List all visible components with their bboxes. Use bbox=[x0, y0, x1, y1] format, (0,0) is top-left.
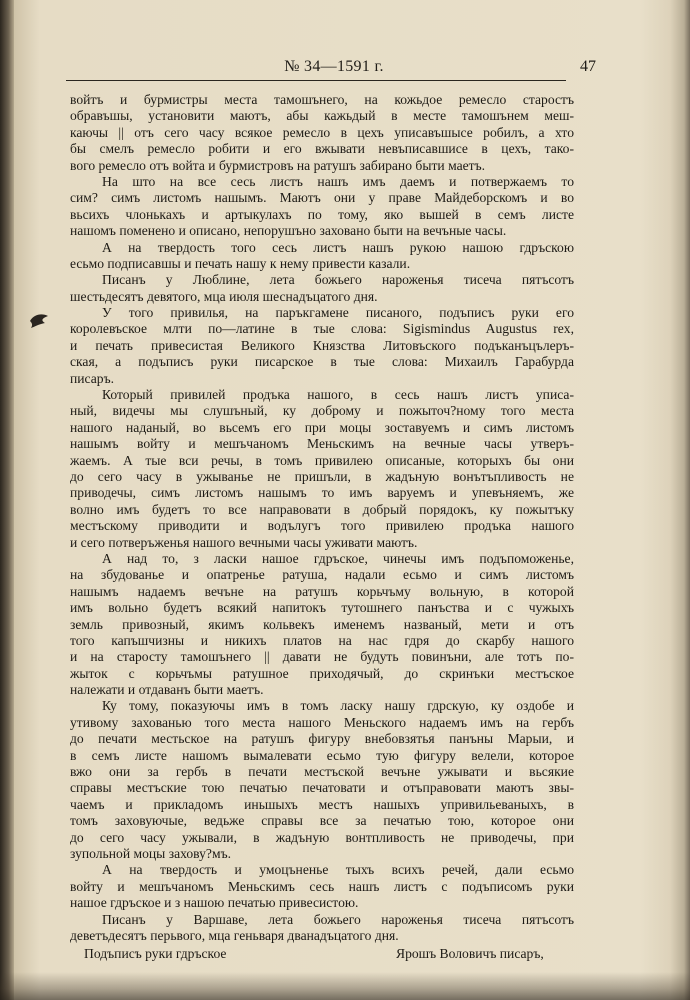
text-line: А на твердость того сесь листъ нашъ рукою нашою гдръскою bbox=[102, 239, 574, 255]
text-line: чаемъ и прикладомъ иньшыхъ местъ нашыхъ упривильеваныхъ, в bbox=[70, 796, 574, 812]
text-line: утивому захованью того места нашого Меньского надаемъ имъ на гербъ bbox=[70, 714, 574, 730]
text-line: и на старосту тамошънего || давати не будуть повинъни, але тотъ по- bbox=[70, 649, 574, 665]
text-line: имъ вольно будетъ всякий напитокъ тутошнего панъства и с чужыхъ bbox=[70, 600, 574, 616]
ink-smudge bbox=[28, 312, 50, 330]
paragraph bbox=[70, 92, 574, 174]
book-spine bbox=[0, 0, 14, 1000]
text-line: вьсихъ члонькахъ и артыкулахъ по тому, яко вышей в семъ листе bbox=[70, 206, 574, 222]
text-line: приводечы, симъ листомъ нашымъ то имъ варуемъ и упевъняемъ, же bbox=[70, 485, 574, 501]
text-line: А над то, з ласки нашое гдръское, чинечы имъ подъпоможенье, bbox=[102, 550, 574, 566]
paragraph bbox=[70, 305, 574, 387]
text-line: нашымъ войту и мешъчаномъ Меньскимъ на вечные часы утверъ- bbox=[70, 436, 574, 452]
text-line: войту и мешъчаномъ Меньскимъ сесь нашъ листъ с подъписомъ руки bbox=[70, 878, 574, 894]
text-line: А на твердость и умоцъненье тыхъ всихъ речей, дали есьмо bbox=[102, 862, 574, 878]
text-line: того капъшчизны и никихъ платов на нас гдря до скарбу нашого bbox=[70, 632, 574, 648]
text-line: каючы || отъ сего часу всякое ремесло в цехъ уписавъшысе робилъ, а хто bbox=[70, 124, 574, 140]
text-line: Писанъ у Варшаве, лета божьего нароженья тисеча пятъсотъ bbox=[102, 911, 574, 927]
text-line: томъ заховуючые, ведьже справы все за печатью тою, которое они bbox=[70, 813, 574, 829]
text-line: зупольной моцы захову?мъ. bbox=[70, 845, 232, 861]
page-bottom-shadow bbox=[0, 972, 690, 1000]
text-line: до печати местьское на ратушъ фигуру внебовзятья панъны Марыи, и bbox=[70, 731, 574, 747]
text-line: Который привилей продъка нашого, в сесь нашъ листъ уписа- bbox=[102, 387, 574, 403]
paragraph bbox=[70, 551, 574, 699]
document-body bbox=[70, 92, 574, 964]
text-line: справы местъские тою печатью печатовати и отъправовати маютъ звы- bbox=[70, 780, 574, 796]
text-line: до сего часу ужывали, в жадъную вонтпливость не приводечы, при bbox=[70, 829, 574, 845]
signature-row bbox=[70, 946, 574, 964]
paragraph bbox=[70, 698, 574, 862]
page-number: 47 bbox=[580, 58, 596, 75]
text-line: нашого наданый, во вьсемъ его при моцы зоставуемъ и симъ листомъ bbox=[70, 419, 574, 435]
text-line: вжо они за гербъ в печати местъской вечъне ужывати и вьсякие bbox=[70, 764, 574, 780]
text-line: до сего часу в ужываньe не пришъли, в жадъную вонътъпливость не bbox=[70, 468, 574, 484]
paragraph bbox=[70, 240, 574, 273]
paragraph bbox=[70, 912, 574, 945]
text-line: шестьдесятъ девятого, мца июля шеснадъцатого дня. bbox=[70, 288, 378, 304]
text-line: волно имъ будетъ то все направовати в добрый порядокъ, ку пожытъку bbox=[70, 501, 574, 517]
signature-left: Подъписъ руки гдръское bbox=[84, 946, 227, 962]
text-line: местъскому приводити и водълугъ того привилею продъка нашого bbox=[70, 518, 574, 534]
text-line: обравъшы, установити маютъ, абы кажьдый в месте тамошънем меш- bbox=[70, 108, 574, 124]
text-line: нашое гдръское и з нашою печатью привесистою. bbox=[70, 895, 359, 911]
text-line: нашымъ надаемъ вечъне на ратушъ корьчъму вольную, в которой bbox=[70, 583, 574, 599]
text-line: вого ремесло отъ войта и бурмистровъ на ратушъ забирано быти маетъ. bbox=[70, 157, 486, 173]
page-header bbox=[64, 58, 604, 80]
text-line: бы смелъ ремесло робити и его вжывати невъписавшисе в цехъ, тако- bbox=[70, 141, 574, 157]
text-line: жыток с корьчъмы ратушное приходячый, до скринъки местъское bbox=[70, 665, 574, 681]
paragraph bbox=[70, 272, 574, 305]
document-number: № 34—1591 г. bbox=[284, 58, 384, 75]
text-line: сим? симъ листомъ нашымъ. Маютъ они у праве Майдеборскомъ и во bbox=[70, 190, 574, 206]
paragraph bbox=[70, 174, 574, 240]
text-line: есьмо подписавшы и печать нашу к нему привести казали. bbox=[70, 255, 411, 271]
paragraph bbox=[70, 387, 574, 551]
text-line: ный, видечы мы слушъный, ку доброму и пожыточ?ному того места bbox=[70, 403, 574, 419]
text-line: нашомъ помененo и описано, непорушъно заховано быти на вечъные часы. bbox=[70, 223, 507, 239]
text-line: на збудованье и опатренье ратуша, надали есьмо и симъ листомъ bbox=[70, 567, 574, 583]
text-line: войтъ и бурмистры места тамошънего, на кожьдое ремесло старостъ bbox=[70, 92, 574, 107]
text-line: належати и отдаванъ быти маетъ. bbox=[70, 682, 264, 698]
text-line: деветъдесятъ перьвого, мца геньваря дванадъцатого дня. bbox=[70, 927, 399, 943]
text-line: Писанъ у Люблине, лета божьего нароженья тисеча пятъсотъ bbox=[102, 272, 574, 288]
text-line: У того привилья, на паръкгамене писаного, подъписъ руки его bbox=[102, 305, 574, 321]
text-line: Ку тому, показуючы имъ в томъ ласку нашу гдрскую, ку оздобе и bbox=[102, 698, 574, 714]
paragraph bbox=[70, 862, 574, 911]
text-line: жаемъ. А тые вси речы, в томъ привилею описаные, которыхъ бы они bbox=[70, 452, 574, 468]
text-line: и сего потверъженья нашого вечными часы уживати маютъ. bbox=[70, 534, 418, 550]
text-line: На што на все сесь листъ нашъ имъ даемъ и потвержаемъ то bbox=[102, 173, 574, 189]
signature-right: Ярошъ Воловичъ писаръ, bbox=[396, 946, 544, 962]
text-line: и печать привесистая Великого Князства Литовъского подъканъцълеръ- bbox=[70, 337, 574, 353]
text-line: земль привозный, якимъ кольвекъ именемъ названый, мети и отъ bbox=[70, 616, 574, 632]
header-rule bbox=[66, 80, 566, 81]
text-line: королевъское млти по—латине в тые слова: Sigismindus Augustus rex, bbox=[70, 321, 574, 337]
text-line: в семъ листе нашомъ вымалевати есьмо тую фигуру велели, которое bbox=[70, 747, 574, 763]
text-line: ская, а подъписъ руки писарское в тые слова: Михаилъ Гарабурда bbox=[70, 354, 574, 370]
text-line: писаръ. bbox=[70, 370, 115, 386]
